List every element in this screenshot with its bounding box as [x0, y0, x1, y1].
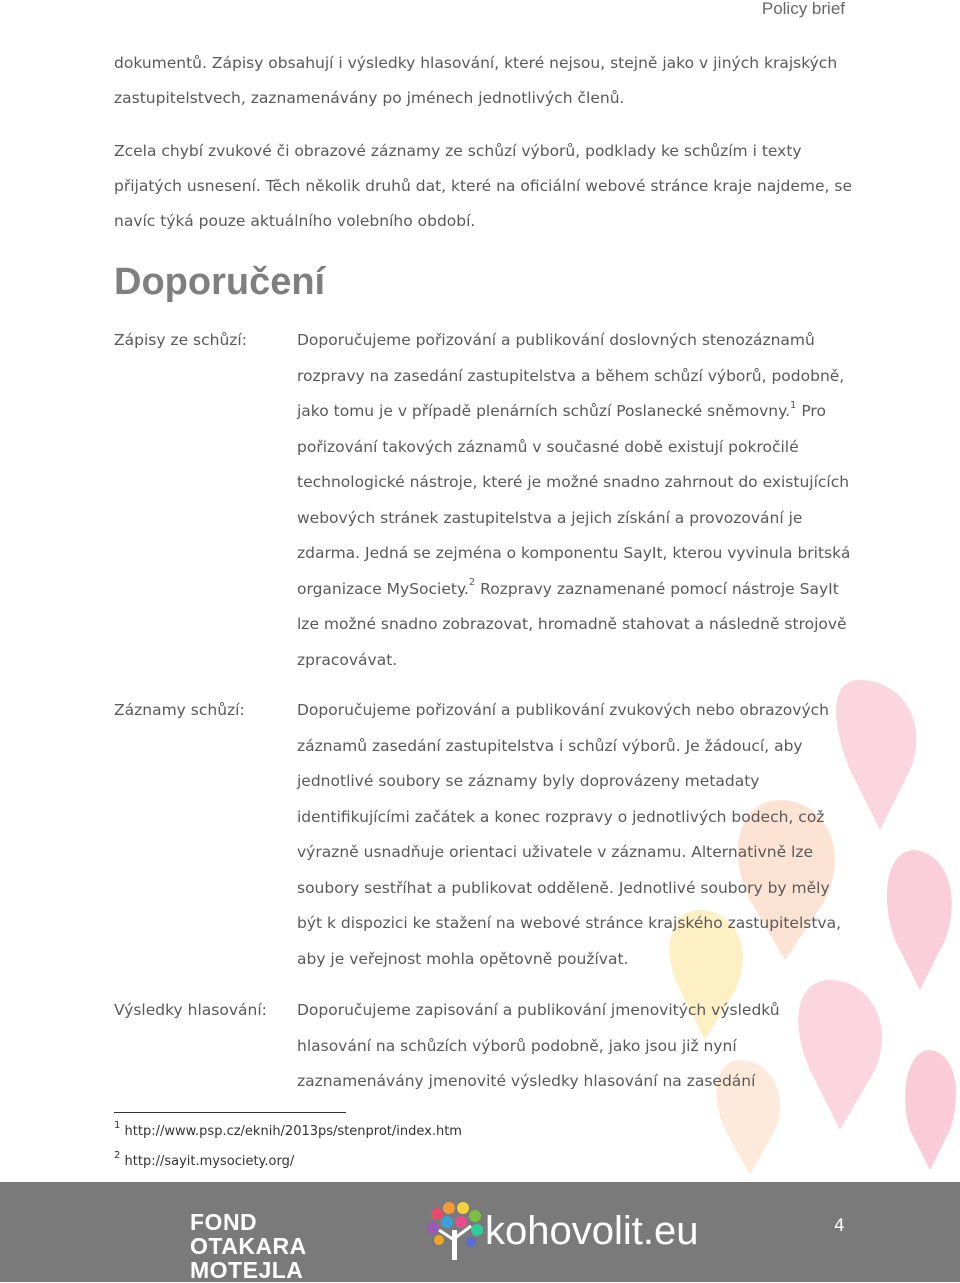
page-number: 4 — [834, 1216, 845, 1236]
leaf-shape — [887, 850, 952, 990]
recommendation-text — [297, 323, 852, 678]
section-heading: Doporučení — [114, 261, 326, 303]
intro-paragraph-1: dokumentů. Zápisy obsahují i výsledky hlasování, které nejsou, stejně jako v jiných krajských zastupitelstvech, zaznamenávány po jménech jednotlivých členů. — [114, 54, 838, 107]
tree-icon — [425, 1200, 485, 1262]
logo-line: OTAKARA — [190, 1233, 307, 1259]
logo-line: FOND — [190, 1209, 258, 1235]
recommendation-text-part: Rozpravy zaznamenané pomocí nástroje SayIt lze možné snadno zobrazovat, hromadně stahovat a následně strojově zpracovávat. — [297, 579, 847, 669]
footnote-number: 2 — [114, 1149, 121, 1161]
recommendation-text-part: Pro pořizování takových záznamů v současné době existují pokročilé technologické nástroje, které je možné snadno zahrnout do existujících webových stránek zastupitelstva a jejich získání a provozování je zdarma. Jedná se zejména o komponentu SayIt, kterou vyvinula britská organizace MySociety. — [297, 402, 851, 598]
kohovolit-logo-text: kohovolit.eu — [485, 1209, 699, 1253]
leaf-shape — [905, 1050, 956, 1170]
recommendation-text-part: Doporučujeme pořizování a publikování doslovných stenozáznamů rozpravy na zasedání zastupitelstva a během schůzí výborů, podobně, jako tomu je v případě plenárních schůzí Poslanecké sněmovny. — [297, 331, 845, 420]
logo-line: MOTEJLA — [190, 1257, 304, 1283]
recommendation-label: Výsledky hlasování: — [114, 1001, 267, 1019]
page-header-title: Policy brief — [761, 0, 845, 18]
footnote-link[interactable]: http://sayit.mysociety.org/ — [124, 1154, 295, 1169]
footnote-ref[interactable]: 2 — [468, 577, 476, 589]
footnote-item — [114, 1119, 462, 1141]
footnote-item — [114, 1149, 295, 1171]
footnote-ref[interactable]: 1 — [790, 399, 797, 411]
intro-paragraph-2: Zcela chybí zvukové či obrazové záznamy ze schůzí výborů, podklady ke schůzím i texty přijatých usnesení. Těch několik druhů dat, které na oficiální webové stránce kraje najdeme, se navíc týká pouze aktuálního volebního období. — [114, 142, 852, 230]
footnote-divider — [114, 1112, 346, 1113]
footnote-link[interactable]: http://www.psp.cz/eknih/2013ps/stenprot/index.htm — [124, 1124, 462, 1139]
footnote-number: 1 — [114, 1119, 121, 1131]
recommendation-label: Zápisy ze schůzí: — [114, 331, 247, 349]
fond-otakara-motejla-logo — [190, 1210, 307, 1282]
recommendation-text: Doporučujeme zapisování a publikování jmenovitých výsledků hlasování na schůzích výborů podobně, jako jsou již nyní zaznamenávány jmenovité výsledky hlasování na zasedání — [297, 1001, 780, 1090]
recommendation-text: Doporučujeme pořizování a publikování zvukových nebo obrazových záznamů zasedání zastupitelstva i schůzí výborů. Je žádoucí, aby jednotlivé soubory se záznamy byly doprovázeny metadaty identifikujícími začátek a konec rozpravy o jednotlivých bodech, což výrazně usnadňuje orientaci uživatele v záznamu. Alternativně lze soubory sestříhat a publikovat odděleně. Jednotlivé soubory by měly být k dispozici ke stažení na webové stránce krajského zastupitelstva, aby je veřejnost mohla opětovně používat. — [297, 701, 842, 968]
recommendation-label: Záznamy schůzí: — [114, 701, 245, 719]
